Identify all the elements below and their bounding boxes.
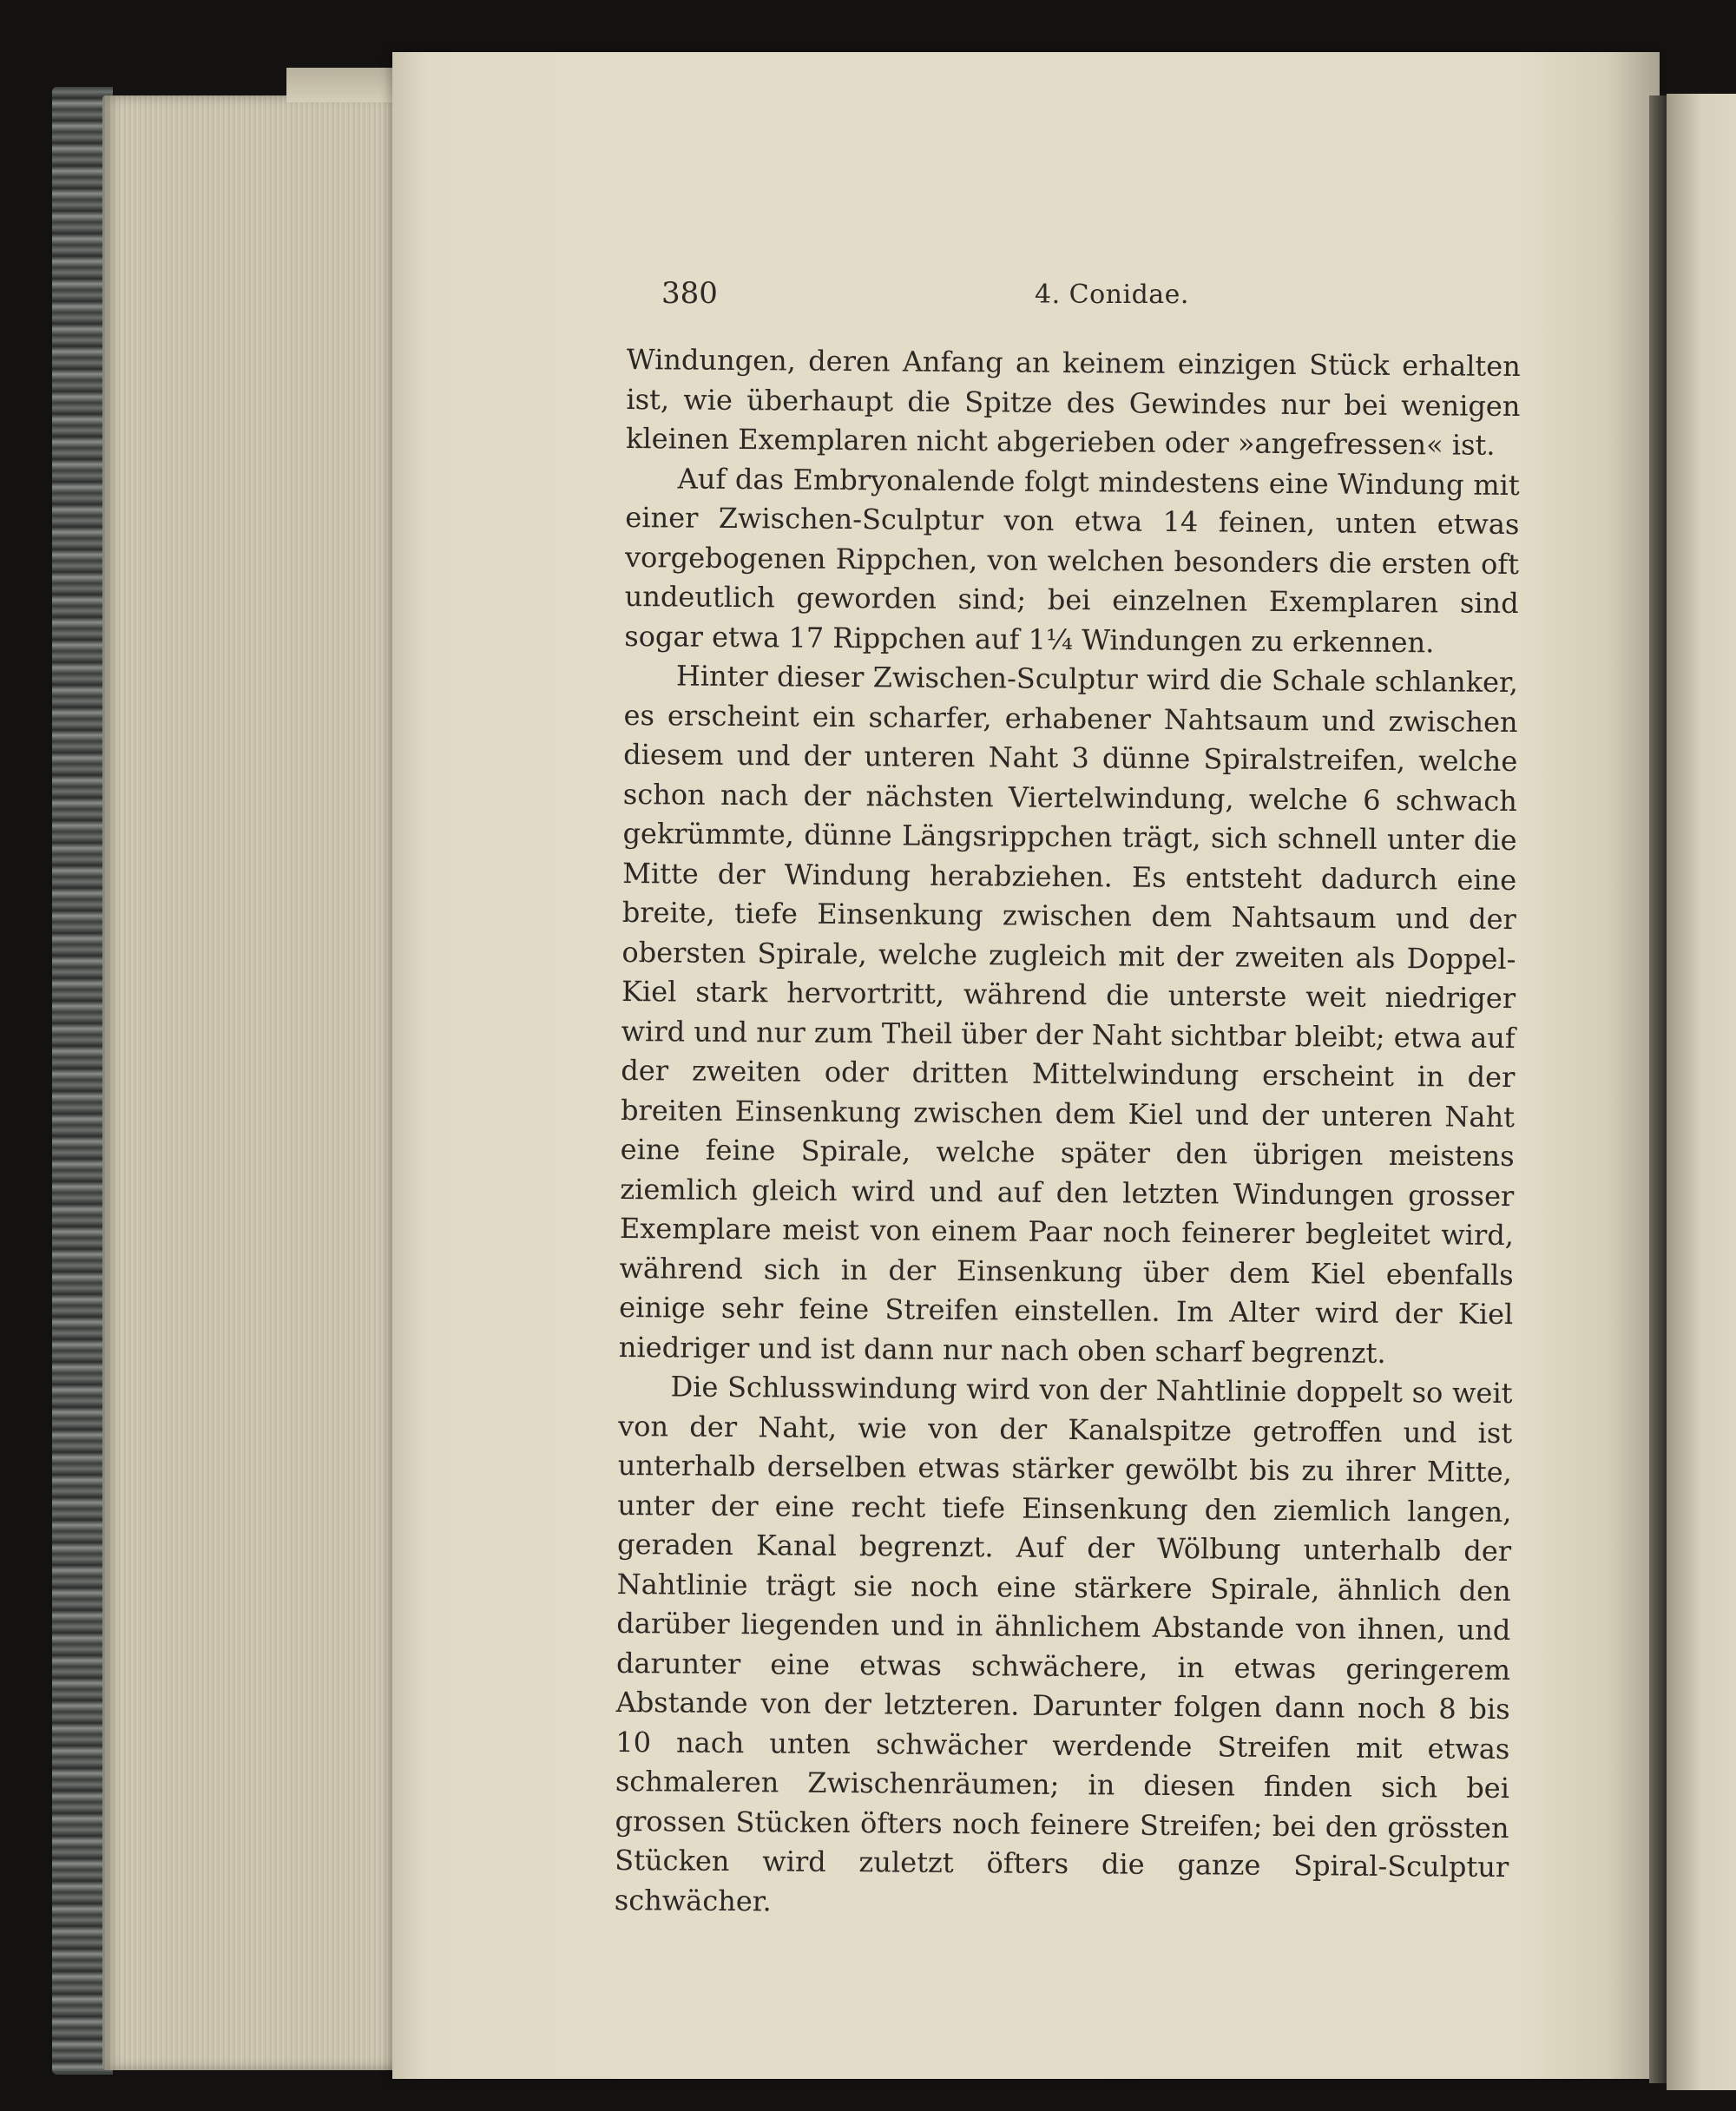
- paragraph: Hinter dieser Zwischen-Sculptur wird die Schale schlanker, es erscheint ein scharfer, erhabener Nahtsaum und zwischen diesem und der unteren Naht 3 dünne Spiralstreifen, welche schon nach der nächsten Viertelwindung, welche 6 schwach gekrümmte, dünne Längsrippchen trägt, sich schnell unter die Mitte der Windung herabziehen. Es entsteht dadurch eine breite, tiefe Einsenkung zwischen dem Nahtsaum und der obersten Spirale, welche zugleich mit der zweiten als Doppel-Kiel stark hervortritt, während die unterste weit niedriger wird und nur zum Theil über der Naht sichtbar bleibt; etwa auf der zweiten oder dritten Mittelwindung erscheint in der breiten Einsenkung zwischen dem Kiel und der unteren Naht eine feine Spirale, welche später den übrigen meistens ziemlich gleich wird und auf den letzten Windungen grosser Exemplare meist von einem Paar noch feinerer begleitet wird, während sich in der Einsenkung über dem Kiel ebenfalls einige sehr feine Streifen einstellen. Im Alter wird der Kiel niedriger und ist dann nur nach oben scharf begrenzt.: [618, 659, 1519, 1370]
- book-gutter: [1649, 95, 1668, 2083]
- paragraph: Windungen, deren Anfang an keinem einzigen Stück erhalten ist, wie überhaupt die Spitze des Gewindes nur bei wenigen kleinen Exemplaren nicht abgerieben oder »angefressen« ist.: [625, 342, 1521, 462]
- paragraph: Auf das Embryonalende folgt mindestens eine Windung mit einer Zwischen-Sculptur von etwa 14 feinen, unten etwas vorgebogenen Rippchen, von welchen besonders die ersten oft undeutlich geworden sind; bei einzelnen Exemplaren sind sogar etwa 17 Rippchen auf 1¼ Windungen zu erkennen.: [624, 461, 1520, 659]
- body-text: [615, 340, 1521, 1927]
- paragraph: Die Schlusswindung wird von der Nahtlinie doppelt so weit von der Naht, wie von der Kanalspitze getroffen und ist unterhalb derselben etwas stärker gewölbt bis zu ihrer Mitte, unter der eine recht tiefe Einsenkung den ziemlich langen, geraden Kanal begrenzt. Auf der Wölbung unterhalb der Nahtlinie trägt sie noch eine stärkere Spirale, ähnlich den darüber liegenden und in ähnlichem Abstande von ihnen, und darunter eine etwas schwächere, in etwas geringerem Abstande von der letzteren. Darunter folgen dann noch 8 bis 10 nach unten schwächer werdende Streifen mit etwas schmaleren Zwischenräumen; in diesen finden sich bei grossen Stücken öfters noch feinere Streifen; bei den grössten Stücken wird zuletzt öfters die ganze Spiral-Sculptur schwächer.: [614, 1370, 1513, 1917]
- page-header: [661, 276, 1529, 318]
- next-page-sliver: [1667, 94, 1736, 2090]
- running-head: 4. Conidae.: [1035, 279, 1189, 310]
- page-stack-edge: [102, 95, 402, 2070]
- page-number: 380: [661, 276, 718, 311]
